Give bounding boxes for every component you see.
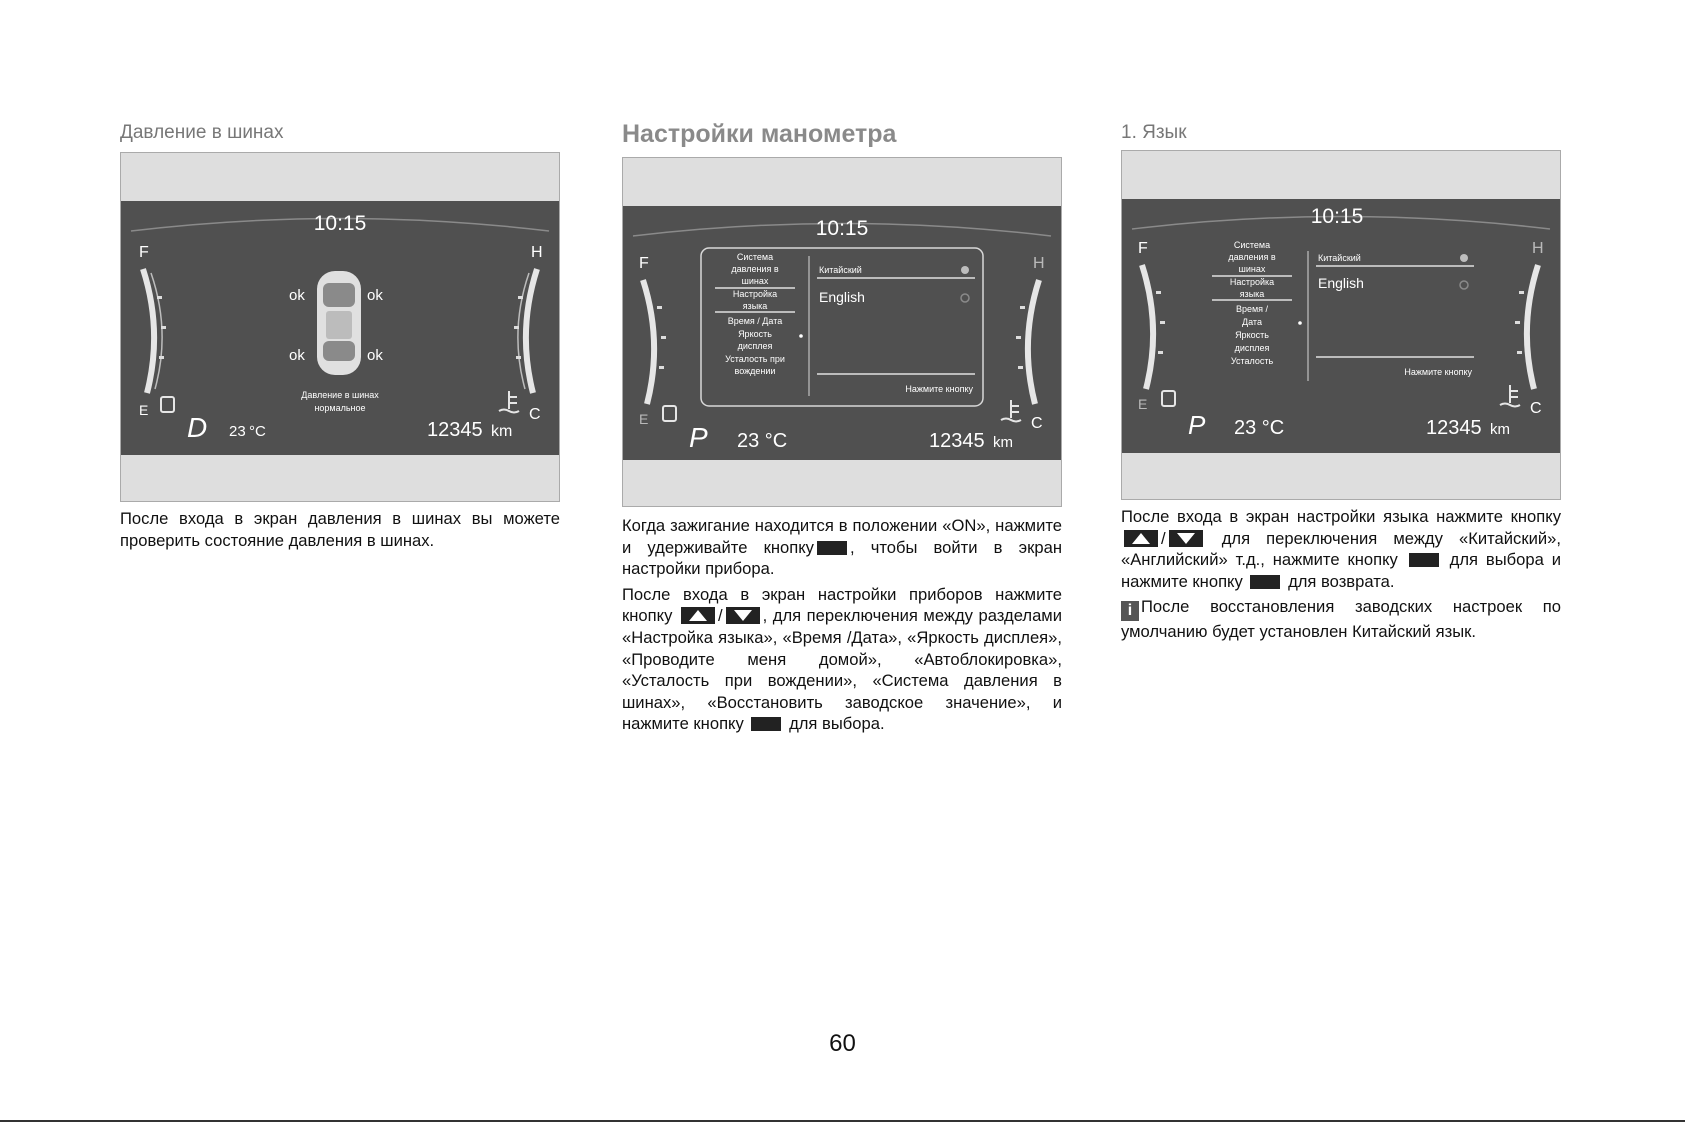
- settings-screen: [623, 206, 1061, 460]
- radio-english[interactable]: [1460, 281, 1468, 289]
- option-english[interactable]: English: [1318, 275, 1364, 291]
- page-number: 60: [829, 1030, 856, 1057]
- menu-item[interactable]: Система: [736, 252, 774, 262]
- language-screen: [1122, 199, 1560, 453]
- scroll-indicator-dot: [1298, 321, 1302, 325]
- menu-item-selected[interactable]: Настройка: [732, 289, 778, 299]
- radio-english[interactable]: [961, 294, 969, 302]
- tire-status-front-right: ok: [367, 287, 383, 304]
- tire-status-rear-right: ok: [367, 347, 383, 364]
- temp-cold-label: C: [1530, 400, 1542, 417]
- odometer-unit: km: [491, 423, 513, 440]
- gear-indicator: D: [187, 412, 208, 443]
- bottom-rule: [0, 1120, 1685, 1122]
- gear-indicator: P: [1188, 410, 1206, 440]
- gear-indicator: P: [689, 422, 708, 453]
- clock-time: 10:15: [815, 217, 869, 240]
- fuel-pump-icon: [161, 397, 174, 412]
- menu-item[interactable]: шинах: [1238, 264, 1266, 274]
- coolant-temp-icon: [1500, 385, 1520, 407]
- menu-item-selected[interactable]: Настройка: [1229, 277, 1275, 287]
- gauge-settings-description: [622, 515, 1062, 739]
- radio-chinese[interactable]: [1460, 254, 1468, 262]
- outside-temperature: 23: [229, 423, 246, 440]
- menu-item-selected[interactable]: языка: [742, 301, 768, 311]
- settings-menu-list: [1212, 240, 1292, 366]
- odometer: 12345: [1426, 417, 1482, 439]
- fuel-full-label: F: [639, 255, 649, 272]
- temp-hot-label: H: [1033, 255, 1045, 272]
- up-button-icon: [1124, 530, 1158, 547]
- odometer: 12345: [929, 430, 985, 452]
- outside-temperature: 23 °C: [737, 430, 788, 452]
- heading-gauge-settings: Настройки манометра: [622, 120, 897, 148]
- scroll-indicator-dot: [799, 334, 803, 338]
- press-button-hint: Нажмите кнопку: [905, 384, 973, 394]
- temp-hot-label: H: [531, 244, 543, 261]
- option-chinese[interactable]: Китайский: [819, 265, 862, 275]
- coolant-temp-icon: [499, 391, 519, 413]
- language-paragraph-2: i После восстановления заводских настроек по умолчанию будет установлен Китайский язык.: [1121, 597, 1561, 642]
- fuel-empty-label: E: [639, 411, 649, 427]
- language-paragraph-1: После входа в экран настройки языка нажмите кнопку / для переключения между «Китайский», «Английский» т.д., нажмите кнопку для выбора и нажмите кнопку для возврата.: [1121, 507, 1561, 591]
- fuel-pump-icon: [663, 406, 676, 421]
- info-icon: i: [1121, 601, 1139, 621]
- language-graphic: [1122, 199, 1560, 453]
- language-figure: [1121, 150, 1561, 500]
- fuel-empty-label: E: [1138, 396, 1148, 412]
- radio-chinese[interactable]: [961, 266, 969, 274]
- option-english[interactable]: English: [819, 289, 865, 305]
- menu-item[interactable]: Яркость: [738, 329, 772, 339]
- car-top-view-icon: [317, 271, 361, 375]
- fuel-full-label: F: [1138, 240, 1148, 257]
- heading-tire-pressure: Давление в шинах: [120, 122, 284, 143]
- menu-item[interactable]: шинах: [741, 276, 769, 286]
- down-button-icon: [726, 607, 760, 624]
- temp-cold-label: C: [529, 406, 541, 423]
- menu-item[interactable]: Время /: [1235, 304, 1269, 314]
- odometer-unit: km: [1490, 421, 1510, 438]
- enter-button-icon: [1409, 553, 1439, 567]
- settings-figure: [622, 157, 1062, 507]
- fuel-full-label: F: [139, 244, 149, 261]
- clock-time: 10:15: [1310, 205, 1364, 228]
- menu-button-icon: [1250, 575, 1280, 589]
- outside-temperature-unit: °C: [249, 423, 266, 440]
- settings-graphic: [623, 206, 1061, 460]
- fuel-pump-icon: [1162, 391, 1175, 406]
- press-button-hint: Нажмите кнопку: [1404, 367, 1472, 377]
- menu-item[interactable]: давления в: [1228, 252, 1276, 262]
- tire-status-line-1: Давление в шинах: [301, 390, 379, 400]
- tire-status-front-left: ok: [289, 287, 305, 304]
- menu-item[interactable]: Дата: [1242, 317, 1262, 327]
- fuel-empty-label: E: [139, 402, 149, 418]
- menu-item[interactable]: Время / Дата: [727, 316, 783, 326]
- enter-button-icon: [751, 717, 781, 731]
- gauge-settings-paragraph-1: Когда зажигание находится в положении «ON», нажмите и удерживайте кнопку , чтобы войти в экран настройки прибора.: [622, 516, 1062, 579]
- option-chinese[interactable]: Китайский: [1318, 253, 1361, 263]
- temp-hot-label: H: [1532, 240, 1544, 257]
- tire-status-line-2: нормальное: [314, 403, 366, 413]
- language-description: [1121, 506, 1561, 647]
- settings-menu-list: [715, 252, 795, 376]
- menu-item[interactable]: Усталость при: [725, 354, 785, 364]
- cluster-graphic: [121, 201, 559, 455]
- menu-item[interactable]: Система: [1233, 240, 1271, 250]
- gauge-settings-paragraph-2: После входа в экран настройки приборов нажмите кнопку / , для переключения между разделами «Настройка языка», «Время /Дата», «Яркость дисплея», «Проводите меня домой», «Автоблокировка», «Усталость при вождении», «Система давления в шинах», «Восстановить заводское значение», и нажмите кнопку для выбора.: [622, 584, 1062, 734]
- coolant-temp-icon: [1001, 400, 1021, 422]
- odometer-unit: km: [993, 434, 1013, 451]
- temp-cold-label: C: [1031, 415, 1043, 432]
- menu-item[interactable]: дисплея: [737, 341, 773, 351]
- cluster-screen: [121, 201, 559, 455]
- fuel-gauge-arc: [143, 269, 154, 393]
- down-button-icon: [1169, 530, 1203, 547]
- menu-item[interactable]: Яркость: [1235, 330, 1269, 340]
- outside-temperature: 23 °C: [1234, 417, 1285, 439]
- menu-item[interactable]: давления в: [731, 264, 779, 274]
- clock-time: 10:15: [313, 212, 367, 235]
- menu-item[interactable]: Усталость: [1230, 356, 1274, 366]
- temp-gauge-arc: [526, 269, 537, 393]
- tire-status-rear-left: ok: [289, 347, 305, 364]
- menu-item-selected[interactable]: языка: [1239, 289, 1265, 299]
- dashboard-figure: [120, 152, 560, 502]
- heading-language: 1. Язык: [1121, 122, 1187, 143]
- menu-item[interactable]: дисплея: [1234, 343, 1270, 353]
- odometer: 12345: [427, 419, 483, 441]
- menu-button-icon: [817, 541, 847, 555]
- up-button-icon: [681, 607, 715, 624]
- tire-pressure-paragraph: После входа в экран давления в шинах вы можете проверить состояние давления в шинах.: [120, 509, 560, 550]
- tire-pressure-description: [120, 508, 560, 555]
- menu-item[interactable]: вождении: [734, 366, 776, 376]
